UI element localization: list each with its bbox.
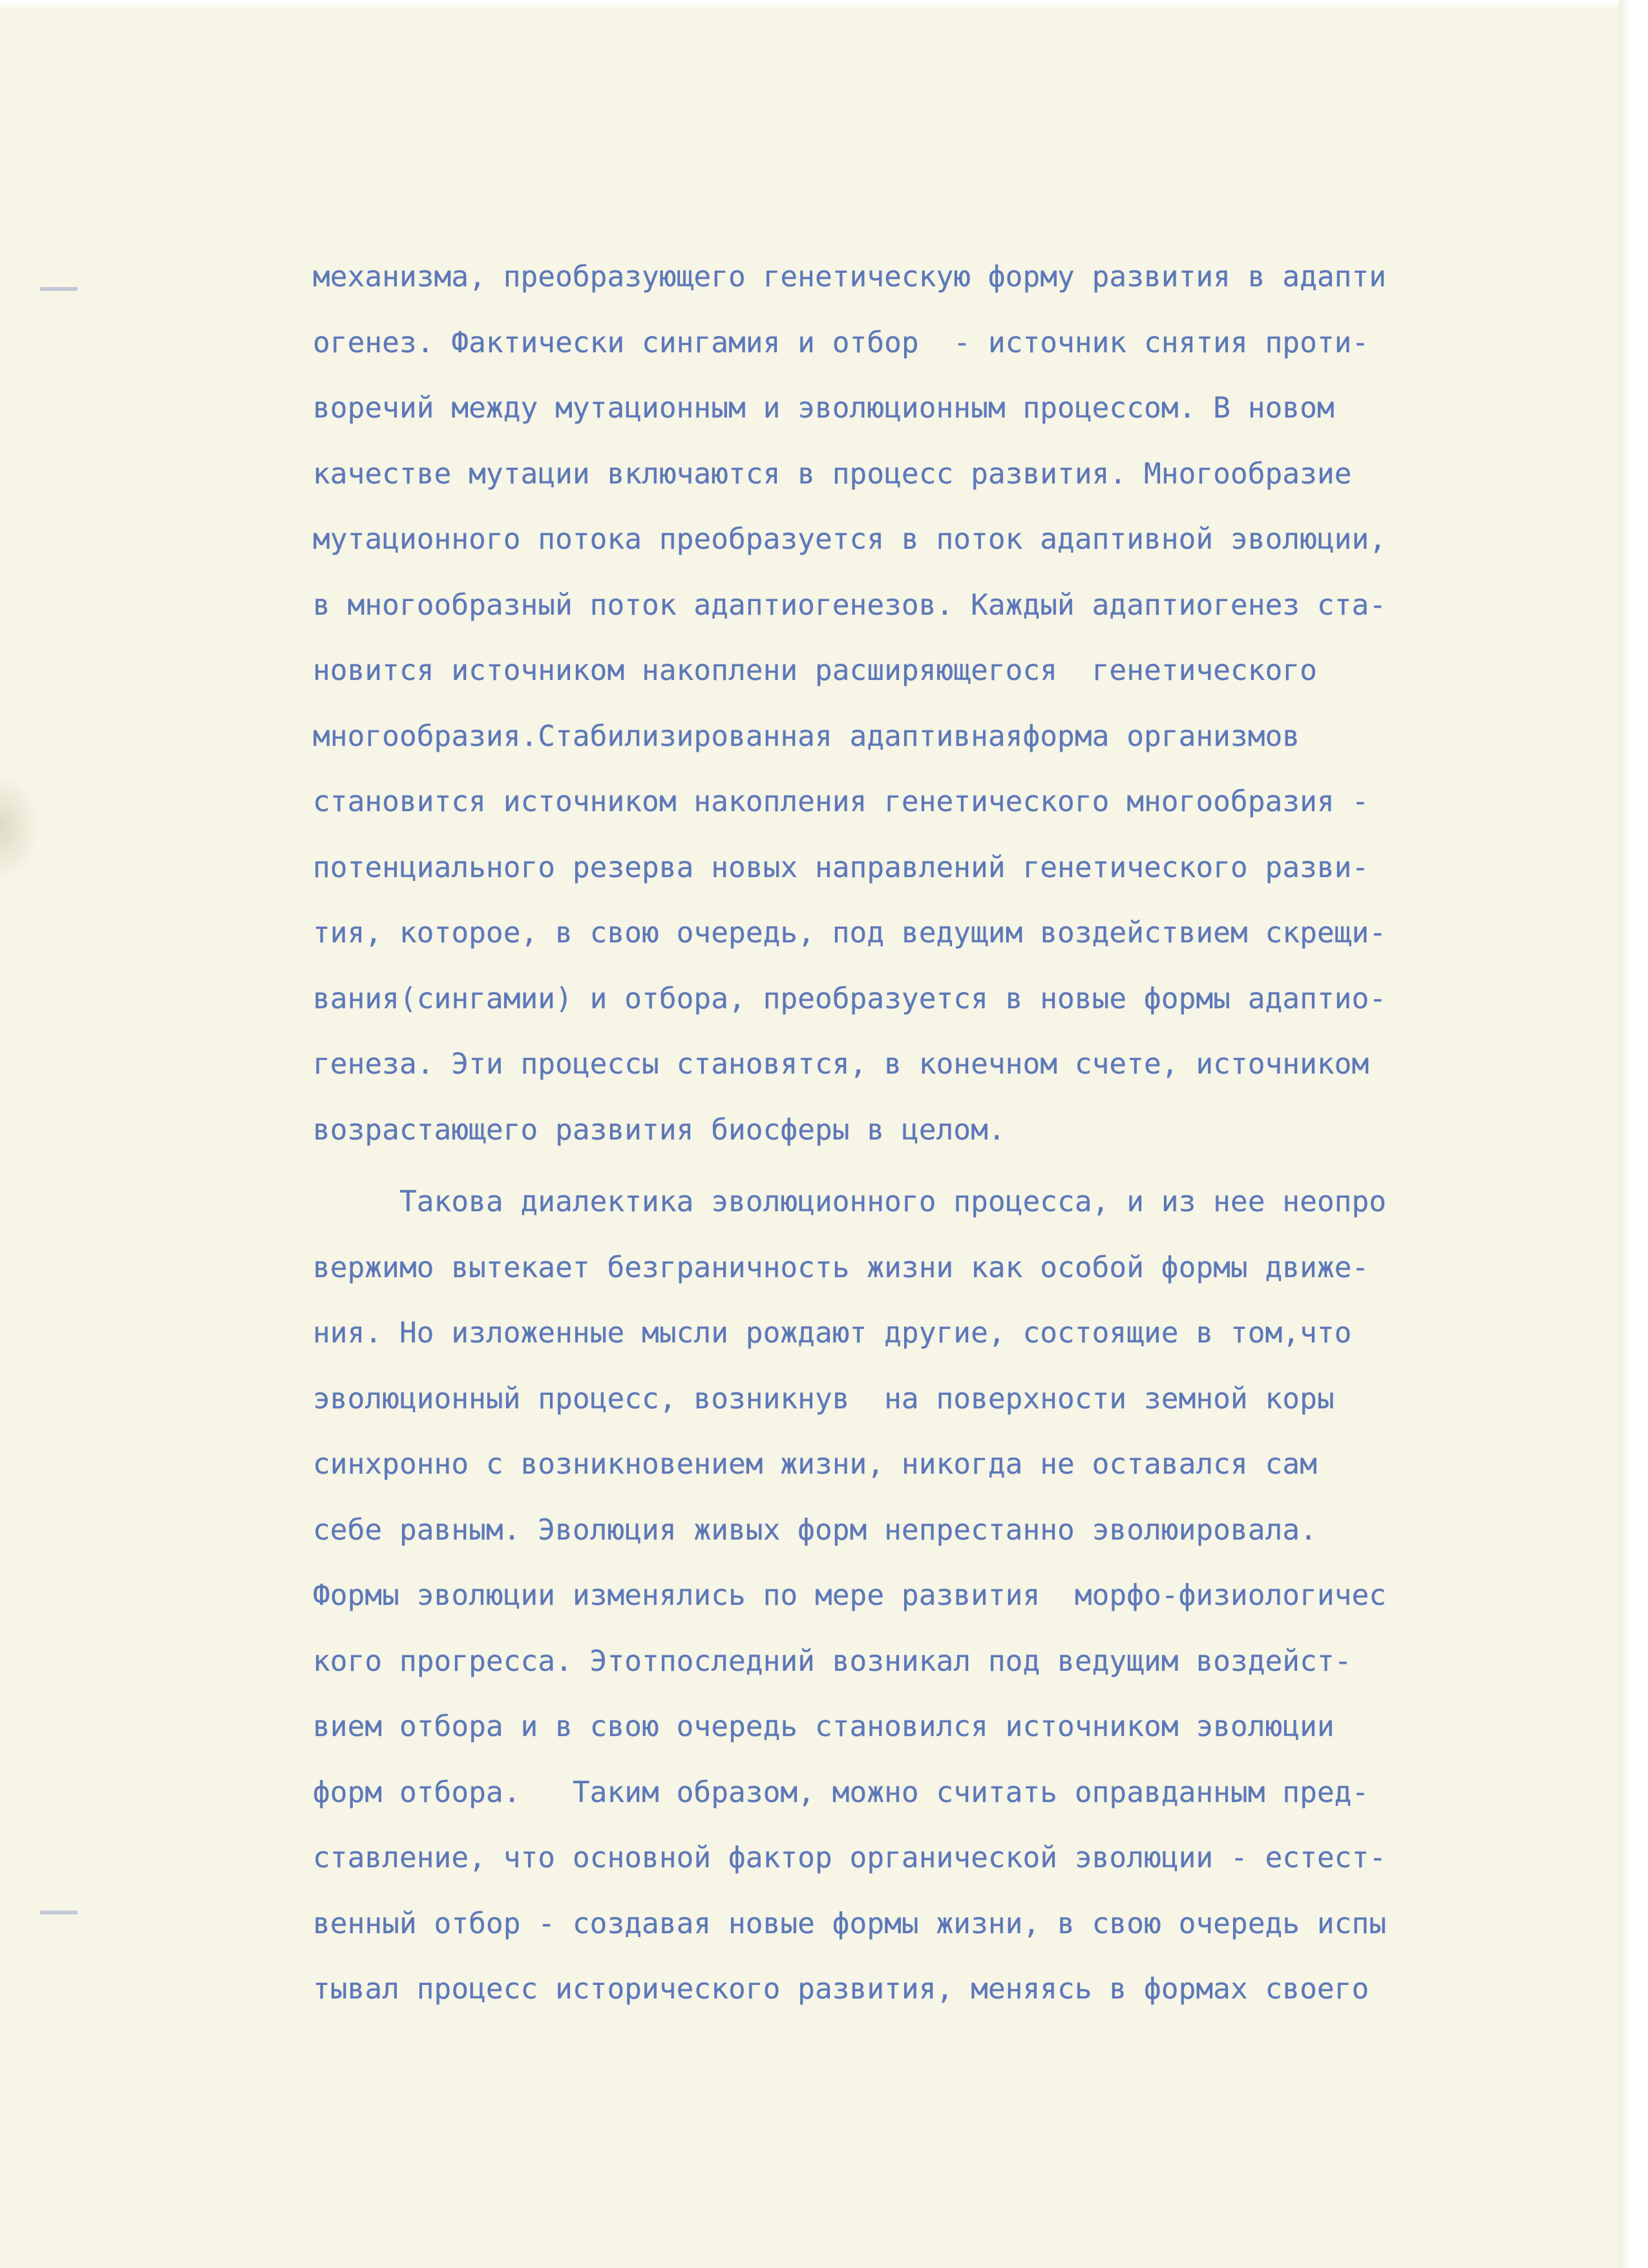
text-line: возрастающего развития биосферы в целом.	[313, 1113, 1006, 1147]
text-line: тия, которое, в свою очередь, под ведущим воздействием скрещи-	[313, 917, 1387, 949]
text-line: в многообразный поток адаптиогенезов. Каждый адаптиогенез ста-	[313, 588, 1387, 622]
text-line: кого прогресса. Этотпоследний возникал под ведущим воздейст-	[313, 1644, 1352, 1678]
text-line: огенез. Фактически сингамия и отбор - источник снятия проти-	[313, 326, 1369, 359]
text-line: вием отбора и в свою очередь становился источником эволюции	[313, 1710, 1335, 1743]
paragraph-start-line: Такова диалектика эволюционного процесса, и из нее неопро	[313, 1185, 1387, 1218]
text-line: Формы эволюции изменялись по мере развития морфо-физиологичес	[313, 1579, 1387, 1612]
binding-mark-bottom	[40, 1911, 78, 1914]
text-line: новится источником накоплени расширяющегося генетического	[313, 654, 1317, 687]
text-line: качестве мутации включаются в процесс развития. Многообразие	[313, 457, 1352, 491]
text-line: многообразия.Стабилизированная адаптивнаяформа организмов	[313, 719, 1300, 753]
text-line: вания(сингамии) и отбора, преобразуется в новые формы адаптио-	[313, 982, 1387, 1015]
paper-crease	[0, 776, 39, 879]
text-line: генеза. Эти процессы становятся, в конечном счете, источником	[313, 1048, 1369, 1081]
text-line: форм отбора. Таким образом, можно считать оправданным пред-	[313, 1775, 1369, 1809]
text-line: потенциального резерва новых направлений генетического разви-	[313, 851, 1369, 884]
paper-top-edge	[0, 0, 1648, 12]
paper-right-edge	[1619, 0, 1648, 2268]
text-line: эволюционный процесс, возникнув на поверхности земной коры	[313, 1382, 1335, 1415]
text-line: тывал процесс исторического развития, меняясь в формах своего	[313, 1973, 1369, 2006]
binding-mark-top	[40, 287, 78, 291]
text-line: воречий между мутационным и эволюционным процессом. В новом	[313, 392, 1335, 425]
text-line: ставление, что основной фактор органической эволюции - естест-	[313, 1841, 1387, 1874]
text-line: себе равным. Эволюция живых форм непрестанно эволюировала.	[313, 1513, 1317, 1547]
typewritten-text-block	[313, 244, 1554, 2022]
text-line: становится источником накопления генетического многообразия -	[313, 785, 1369, 818]
text-line: синхронно с возникновением жизни, никогда не оставался сам	[313, 1448, 1317, 1481]
text-line: венный отбор - создавая новые формы жизни, в свою очередь испы	[313, 1907, 1387, 1940]
text-line: вержимо вытекает безграничность жизни как особой формы движе-	[313, 1251, 1369, 1284]
text-line: мутационного потока преобразуется в поток адаптивной эволюции,	[313, 523, 1387, 556]
text-line: механизма, преобразующего генетическую форму развития в адапти	[313, 260, 1387, 293]
text-line: ния. Но изложенные мысли рождают другие, состоящие в том,что	[313, 1317, 1352, 1350]
